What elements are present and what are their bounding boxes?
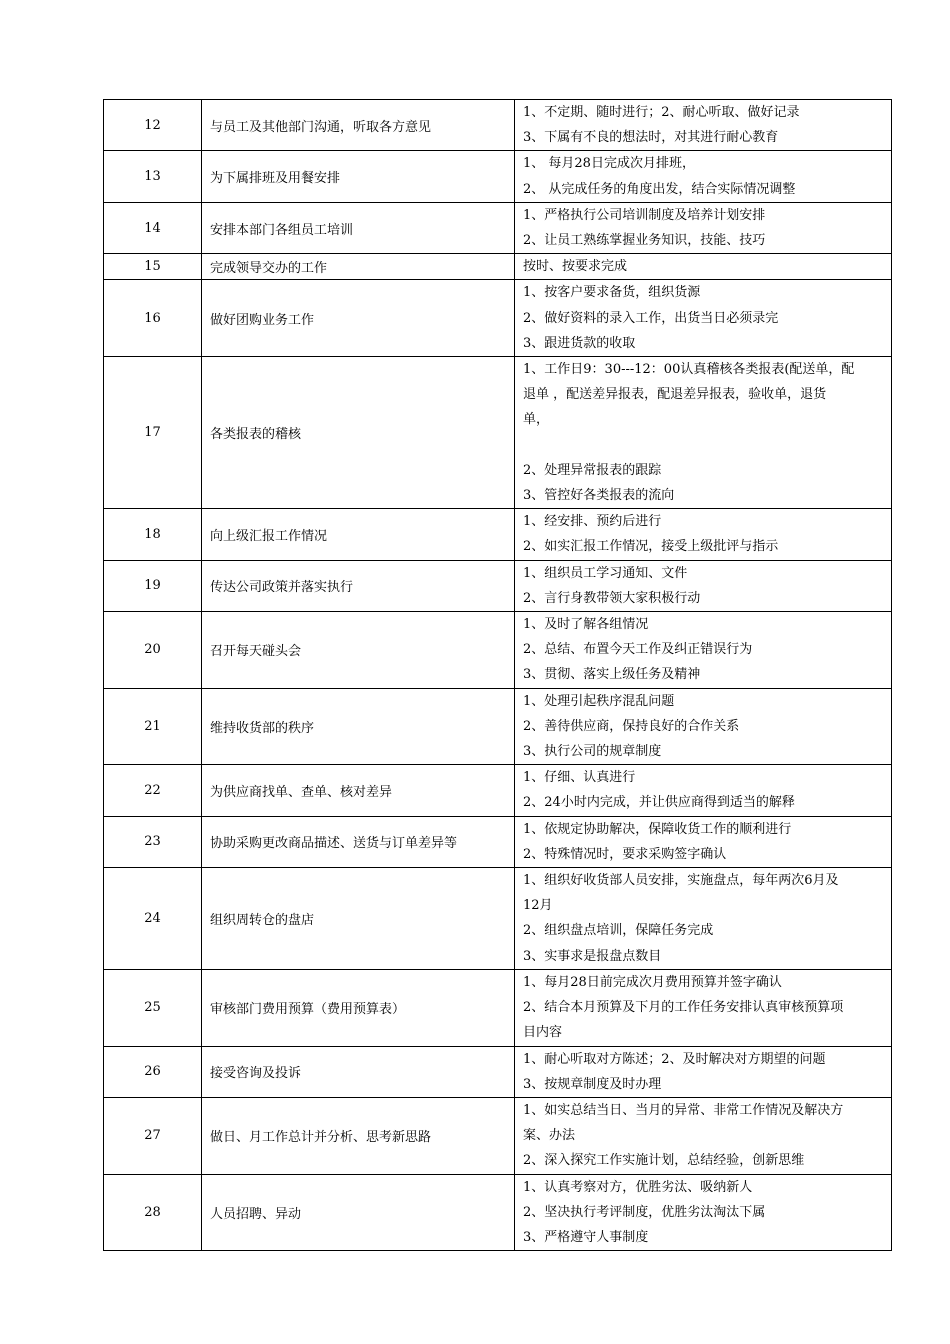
task-cell: 安排本部门各组员工培训 (202, 202, 515, 253)
task-cell: 组织周转仓的盘店 (202, 868, 515, 970)
requirement-line: 2、言行身教带领大家积极行动 (523, 590, 701, 606)
requirement-line: 1、经安排、预约后进行 (523, 514, 662, 530)
requirement-line: 案、办法 (523, 1128, 576, 1144)
table-row (104, 1174, 892, 1251)
requirement-line: 目内容 (523, 1025, 563, 1041)
table-row (104, 100, 892, 151)
task-cell: 为供应商找单、查单、核对差异 (202, 765, 515, 816)
task-cell: 维持收货部的秩序 (202, 688, 515, 765)
requirement-cell (515, 280, 892, 357)
task-cell: 做日、月工作总计并分析、思考新思路 (202, 1097, 515, 1174)
requirement-line: 2、24小时内完成，并让供应商得到适当的解释 (523, 795, 795, 811)
requirement-line: 3、实事求是报盘点数目 (523, 948, 662, 964)
requirement-line: 1、耐心听取对方陈述；2、及时解决对方期望的问题 (523, 1051, 826, 1067)
row-number: 15 (104, 254, 202, 280)
requirement-line: 2、特殊情况时，要求采购签字确认 (523, 846, 727, 862)
row-number: 25 (104, 969, 202, 1046)
requirement-line: 1、每月28日前完成次月费用预算并签字确认 (523, 974, 782, 990)
requirement-cell (515, 100, 892, 151)
requirement-line: 按时、按要求完成 (523, 259, 628, 275)
requirement-line: 3、管控好各类报表的流向 (523, 488, 675, 504)
requirement-cell (515, 612, 892, 689)
requirement-line: 2、深入探究工作实施计划，总结经验，创新思维 (523, 1153, 805, 1169)
requirement-line: 2、让员工熟练掌握业务知识，技能、技巧 (523, 233, 766, 249)
requirement-cell (515, 509, 892, 560)
table-row (104, 254, 892, 280)
requirement-cell (515, 816, 892, 867)
requirement-line: 2、组织盘点培训，保障任务完成 (523, 923, 714, 939)
requirement-line: 3、下属有不良的想法时，对其进行耐心教育 (523, 130, 779, 146)
requirement-cell (515, 1097, 892, 1174)
requirement-line: 2、如实汇报工作情况，接受上级批评与指示 (523, 539, 779, 555)
row-number: 12 (104, 100, 202, 151)
row-number: 24 (104, 868, 202, 970)
row-number: 27 (104, 1097, 202, 1174)
table-row (104, 688, 892, 765)
task-cell: 向上级汇报工作情况 (202, 509, 515, 560)
requirement-line: 1、工作日9：30---12：00认真稽核各类报表(配送单，配 (523, 362, 855, 378)
requirement-line: 2、结合本月预算及下月的工作任务安排认真审核预算项 (523, 1000, 844, 1016)
row-number: 19 (104, 560, 202, 611)
requirement-line: 2、做好资料的录入工作，出货当日必须录完 (523, 310, 779, 326)
requirement-line: 3、执行公司的规章制度 (523, 744, 662, 760)
table-row (104, 280, 892, 357)
requirement-line: 3、贯彻、落实上级任务及精神 (523, 667, 701, 683)
requirement-cell (515, 969, 892, 1046)
row-number: 23 (104, 816, 202, 867)
requirement-line: 1、严格执行公司培训制度及培养计划安排 (523, 207, 766, 223)
table-row (104, 560, 892, 611)
requirement-line: 1、按客户要求备货，组织货源 (523, 285, 701, 301)
requirement-cell (515, 560, 892, 611)
task-cell: 召开每天碰头会 (202, 612, 515, 689)
task-cell: 审核部门费用预算（费用预算表） (202, 969, 515, 1046)
task-cell: 各类报表的稽核 (202, 357, 515, 509)
requirement-line: 1、仔细、认真进行 (523, 770, 636, 786)
row-number: 14 (104, 202, 202, 253)
requirement-line: 1、组织好收货部人员安排，实施盘点，每年两次6月及 (523, 873, 839, 889)
table-row (104, 868, 892, 970)
requirement-line: 1、认真考察对方，优胜劣汰、吸纳新人 (523, 1179, 753, 1195)
requirement-line: 1、如实总结当日、当月的异常、非常工作情况及解决方 (523, 1102, 844, 1118)
requirement-line: 3、严格遵守人事制度 (523, 1229, 649, 1245)
table-row (104, 151, 892, 202)
table-row (104, 612, 892, 689)
table-row (104, 816, 892, 867)
requirement-cell (515, 254, 892, 280)
table-row (104, 765, 892, 816)
table-row (104, 357, 892, 509)
requirement-line: 2、 从完成任务的角度出发，结合实际情况调整 (523, 181, 796, 197)
requirement-cell (515, 1174, 892, 1251)
requirement-line: 1、及时了解各组情况 (523, 617, 649, 633)
task-cell: 与员工及其他部门沟通，听取各方意见 (202, 100, 515, 151)
task-cell: 传达公司政策并落实执行 (202, 560, 515, 611)
row-number: 18 (104, 509, 202, 560)
task-cell: 协助采购更改商品描述、送货与订单差异等 (202, 816, 515, 867)
duty-table-body (104, 100, 892, 1251)
task-cell: 接受咨询及投诉 (202, 1046, 515, 1097)
requirement-line: 1、组织员工学习通知、文件 (523, 565, 688, 581)
requirement-line: 单， (523, 412, 550, 428)
table-row (104, 1097, 892, 1174)
requirement-line: 1、 每月28日完成次月排班， (523, 156, 695, 172)
requirement-cell (515, 1046, 892, 1097)
requirement-line (523, 433, 883, 458)
task-cell: 完成领导交办的工作 (202, 254, 515, 280)
row-number: 22 (104, 765, 202, 816)
duty-table (103, 99, 892, 1251)
requirement-line: 3、跟进货款的收取 (523, 335, 636, 351)
requirement-line: 2、坚决执行考评制度，优胜劣汰淘汰下属 (523, 1204, 766, 1220)
table-row (104, 202, 892, 253)
task-cell: 人员招聘、异动 (202, 1174, 515, 1251)
requirement-line: 1、不定期、随时进行；2、耐心听取、做好记录 (523, 105, 800, 120)
table-row (104, 509, 892, 560)
row-number: 21 (104, 688, 202, 765)
requirement-line: 3、按规章制度及时办理 (523, 1076, 662, 1092)
requirement-cell (515, 688, 892, 765)
row-number: 26 (104, 1046, 202, 1097)
task-cell: 做好团购业务工作 (202, 280, 515, 357)
requirement-line: 1、依规定协助解决，保障收货工作的顺利进行 (523, 821, 792, 837)
row-number: 17 (104, 357, 202, 509)
task-cell: 为下属排班及用餐安排 (202, 151, 515, 202)
row-number: 13 (104, 151, 202, 202)
requirement-cell (515, 151, 892, 202)
row-number: 20 (104, 612, 202, 689)
table-row (104, 1046, 892, 1097)
requirement-line: 12月 (523, 898, 553, 914)
requirement-cell (515, 202, 892, 253)
row-number: 28 (104, 1174, 202, 1251)
row-number: 16 (104, 280, 202, 357)
requirement-cell (515, 357, 892, 509)
requirement-line: 退单 ，配送差异报表，配退差异报表，验收单，退货 (523, 387, 827, 403)
requirement-line: 2、处理异常报表的跟踪 (523, 462, 662, 478)
requirement-line: 2、善待供应商，保持良好的合作关系 (523, 718, 740, 734)
requirement-line: 1、处理引起秩序混乱问题 (523, 693, 675, 709)
requirement-line: 2、总结、布置今天工作及纠正错误行为 (523, 642, 753, 658)
table-row (104, 969, 892, 1046)
requirement-cell (515, 868, 892, 970)
requirement-cell (515, 765, 892, 816)
